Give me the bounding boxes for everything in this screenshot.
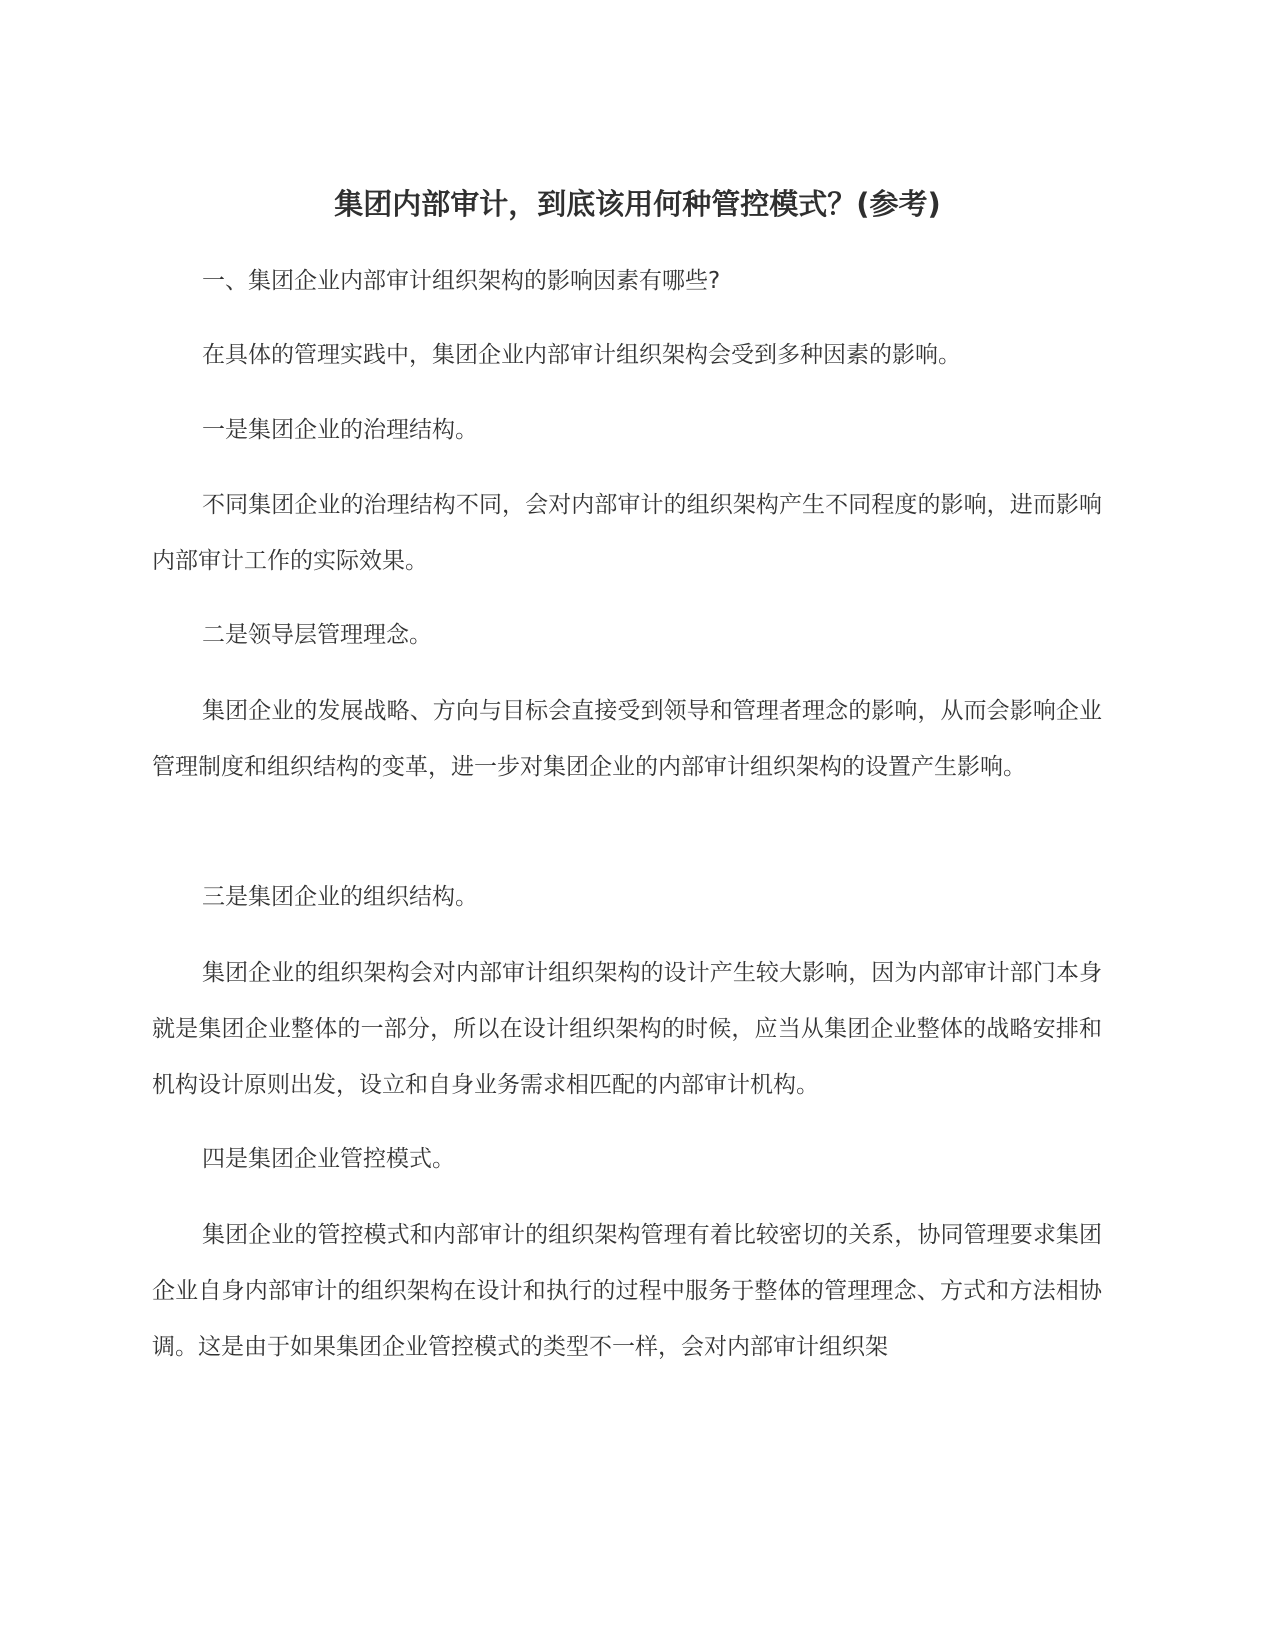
- point-control-mode: 四是集团企业管控模式。: [202, 1146, 455, 1172]
- paragraph-control-mode: 集团企业的管控模式和内部审计的组织架构管理有着比较密切的关系，协同管理要求集团企业自身内部审计的组织架构在设计和执行的过程中服务于整体的管理理念、方式和方法相协调。这是由于如果集团企业管控模式的类型不一样，会对内部审计组织架: [152, 1222, 1102, 1360]
- paragraph-leadership-philosophy: 集团企业的发展战略、方向与目标会直接受到领导和管理者理念的影响，从而会影响企业管理制度和组织结构的变革，进一步对集团企业的内部审计组织架构的设置产生影响。: [152, 698, 1102, 780]
- point-leadership-philosophy: 二是领导层管理理念。: [202, 622, 432, 648]
- document-title: 集团内部审计，到底该用何种管控模式？(参考): [334, 187, 941, 221]
- point-organizational-structure: 三是集团企业的组织结构。: [202, 884, 478, 910]
- heading-influencing-factors: 一、集团企业内部审计组织架构的影响因素有哪些?: [202, 268, 721, 294]
- paragraph-governance-structure: 不同集团企业的治理结构不同，会对内部审计的组织架构产生不同程度的影响，进而影响内部审计工作的实际效果。: [152, 492, 1102, 574]
- point-governance-structure: 一是集团企业的治理结构。: [202, 417, 478, 443]
- paragraph-intro: 在具体的管理实践中，集团企业内部审计组织架构会受到多种因素的影响。: [202, 342, 961, 368]
- paragraph-organizational-structure: 集团企业的组织架构会对内部审计组织架构的设计产生较大影响，因为内部审计部门本身就是集团企业整体的一部分，所以在设计组织架构的时候，应当从集团企业整体的战略安排和机构设计原则出发，设立和自身业务需求相匹配的内部审计机构。: [152, 960, 1102, 1098]
